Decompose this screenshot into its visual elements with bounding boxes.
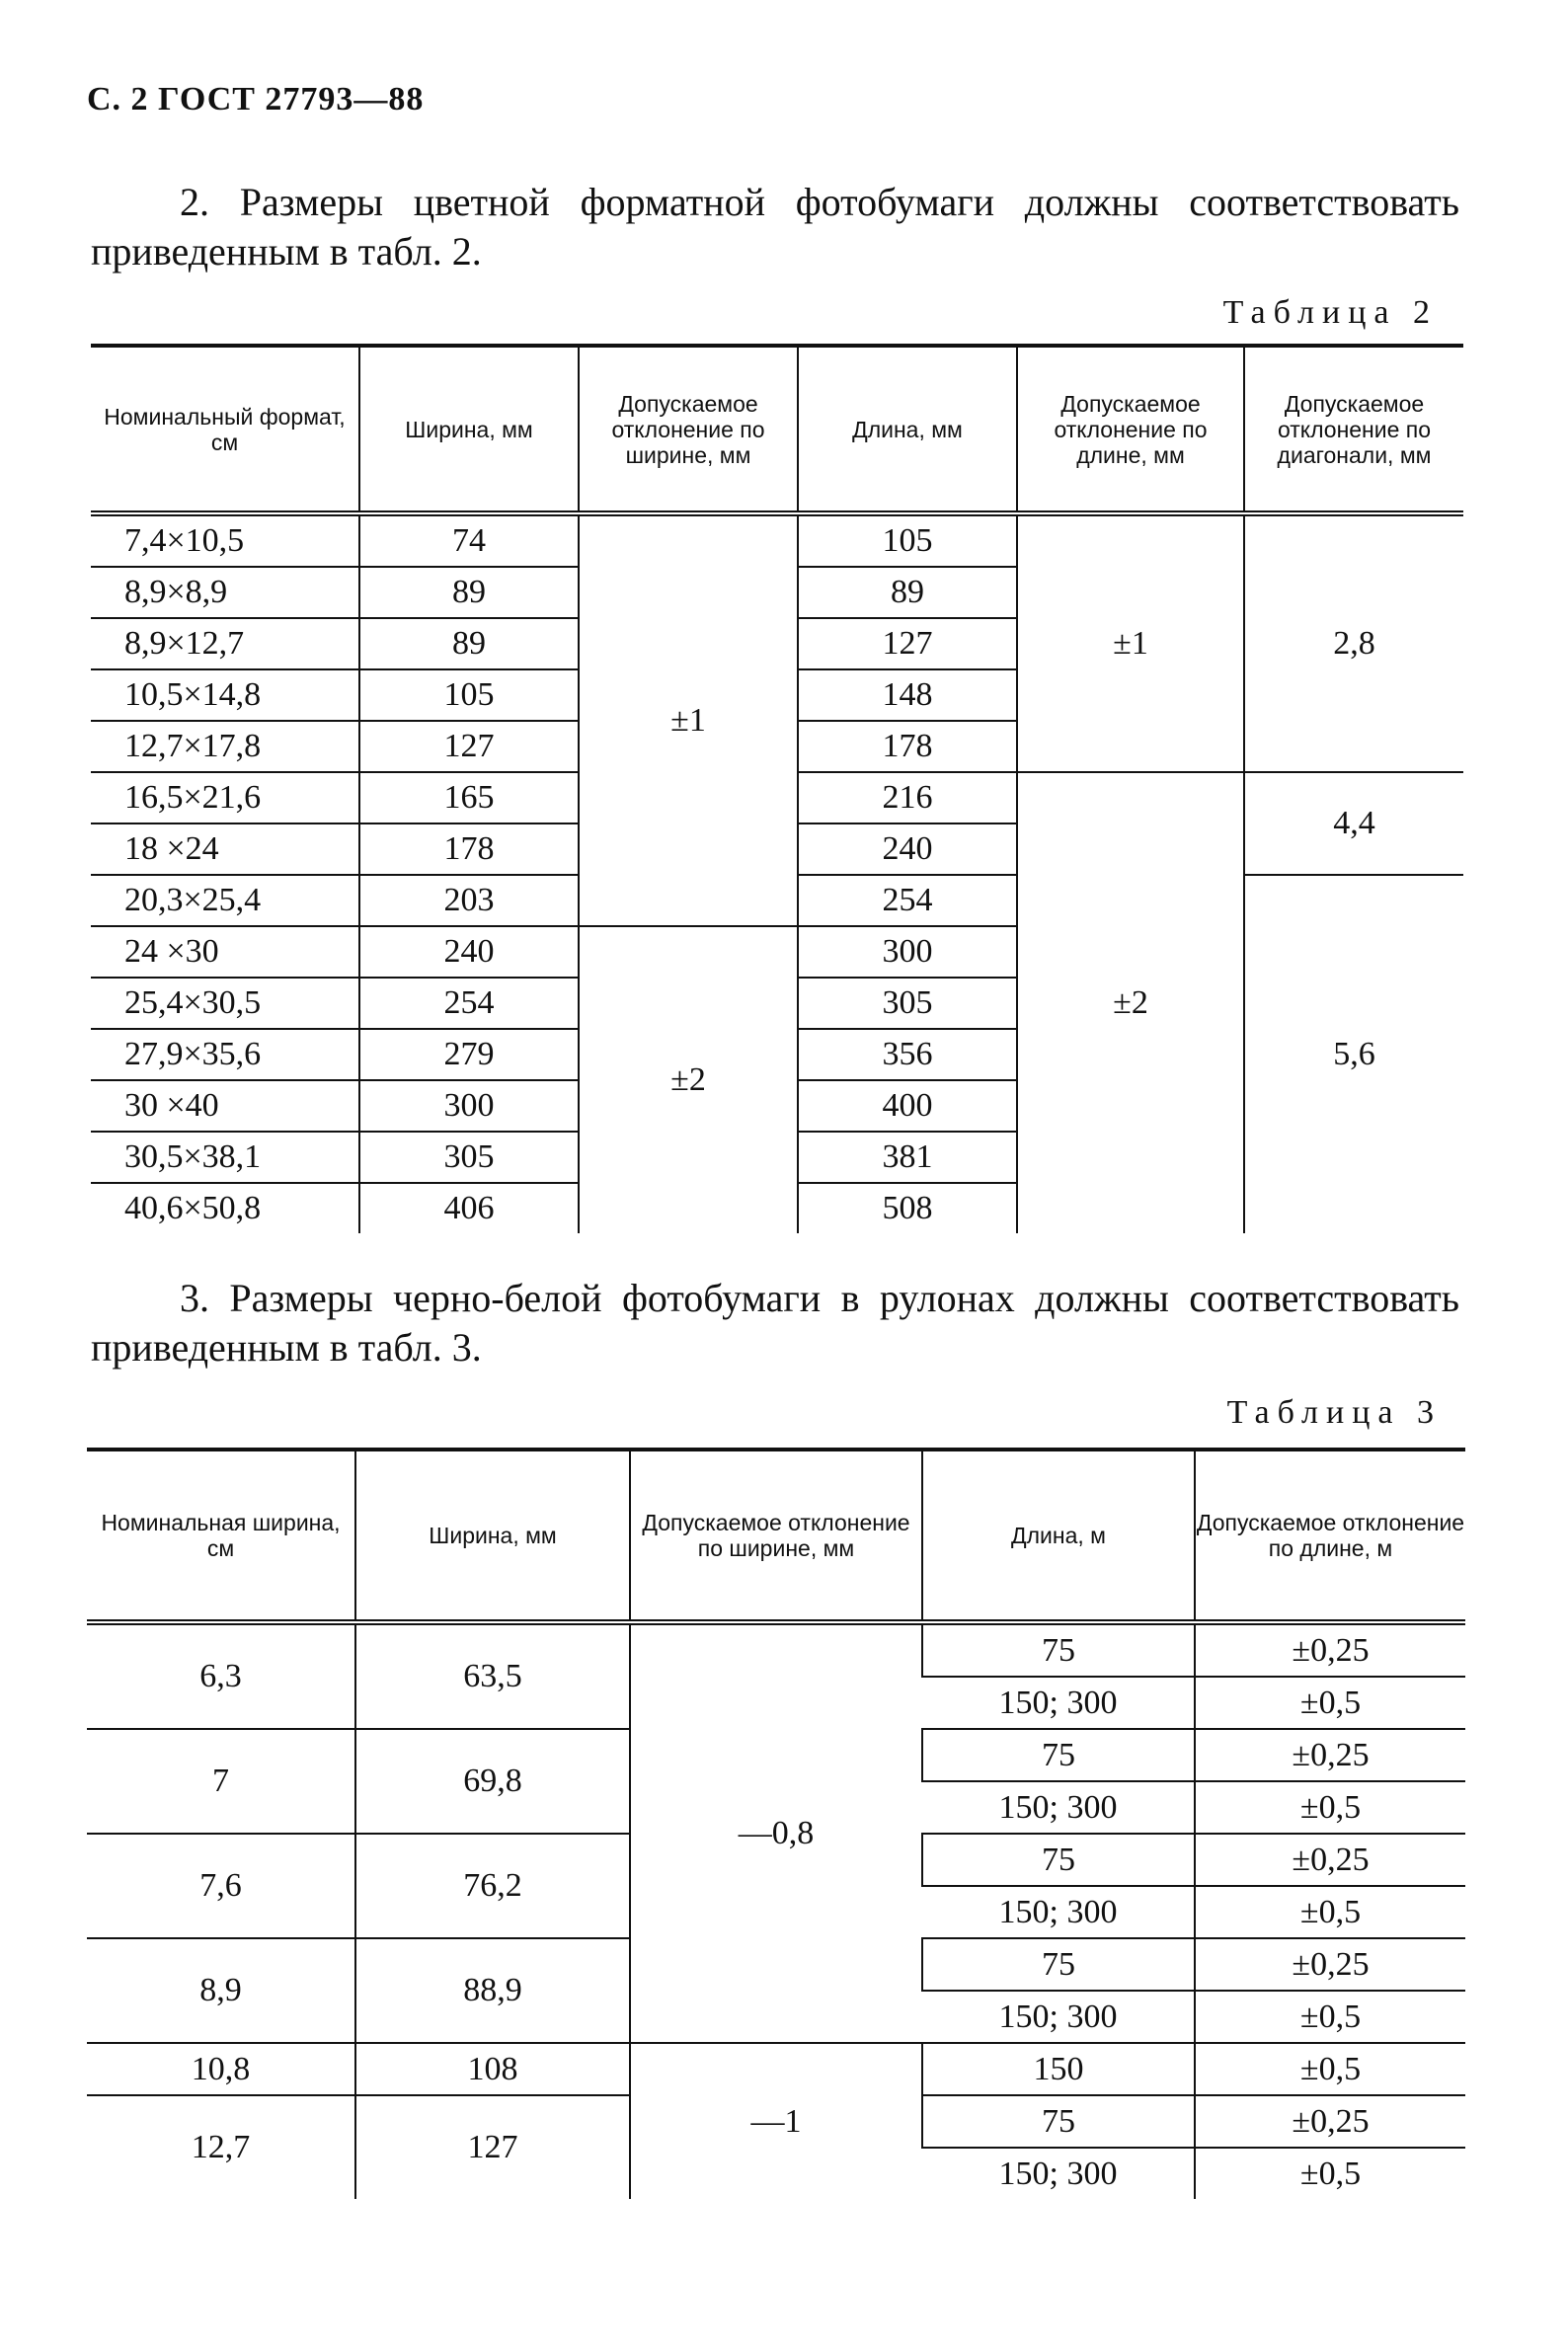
nominal-width-cell: 7,6 [87, 1834, 355, 1938]
length-deviation-cell: ±0,5 [1195, 1781, 1465, 1834]
length-deviation-cell: ±0,5 [1195, 1991, 1465, 2043]
length-cell: 381 [798, 1132, 1017, 1183]
width-cell: 254 [359, 978, 579, 1029]
length-cell: 356 [798, 1029, 1017, 1080]
table-2-header-row [91, 346, 1463, 513]
length-deviation-cell: ±0,25 [1195, 1938, 1465, 1991]
length-cell: 75 [922, 1622, 1195, 1677]
format-cell: 40,6×50,8 [124, 1190, 262, 1226]
width-cell: 127 [355, 2095, 630, 2199]
width-cell: 63,5 [355, 1622, 630, 1729]
table-3 [87, 1448, 1465, 2199]
length-cell: 400 [798, 1080, 1017, 1132]
width-cell: 69,8 [355, 1729, 630, 1834]
table-3-header-row [87, 1450, 1465, 1622]
length-cell: 178 [798, 721, 1017, 772]
length-cell: 75 [922, 1938, 1195, 1991]
width-deviation-cell: ±1 [579, 513, 798, 926]
format-cell: 8,9×8,9 [91, 567, 359, 618]
nominal-width-cell: 8,9 [87, 1938, 355, 2043]
format-cell: 24 ×30 [91, 926, 359, 978]
length-deviation-cell: ±0,25 [1195, 1834, 1465, 1886]
length-cell: 150; 300 [998, 2155, 1118, 2192]
format-cell: 25,4×30,5 [91, 978, 359, 1029]
column-header: Допускаемое отклонение по ширине, мм [579, 346, 798, 513]
diagonal-deviation-cell: 4,4 [1244, 772, 1463, 875]
width-cell: 127 [359, 721, 579, 772]
width-cell: 300 [359, 1080, 579, 1132]
format-cell: 16,5×21,6 [91, 772, 359, 823]
length-deviation-cell: ±0,5 [1195, 2148, 1465, 2199]
length-deviation-cell: ±0,25 [1195, 1622, 1465, 1677]
nominal-width-cell: 12,7 [191, 2129, 251, 2165]
width-cell: 74 [359, 513, 579, 567]
length-cell: 150; 300 [922, 1886, 1195, 1938]
table-2-caption: Таблица 2 [1222, 294, 1438, 331]
section-2-paragraph: 2. Размеры цветной форматной фотобумаги должны соответствовать приведенным в табл. 2. [91, 180, 1459, 274]
column-header: Допускаемое отклонение по ширине, мм [630, 1450, 922, 1622]
column-header: Допускаемое отклонение по длине, мм [1017, 346, 1244, 513]
column-header: Номинальная ширина, см [87, 1450, 355, 1622]
width-deviation-cell: —1 [630, 2043, 922, 2199]
format-cell: 30,5×38,1 [91, 1132, 359, 1183]
width-cell: 279 [359, 1029, 579, 1080]
length-cell: 150 [922, 2043, 1195, 2095]
nominal-width-cell: 10,8 [87, 2043, 355, 2095]
column-header: Допускаемое отклонение по диагонали, мм [1244, 346, 1463, 513]
width-cell: 240 [359, 926, 579, 978]
width-cell: 305 [359, 1132, 579, 1183]
running-head: С. 2 ГОСТ 27793—88 [87, 81, 425, 118]
length-deviation-cell: ±0,25 [1195, 1729, 1465, 1781]
format-cell: 7,4×10,5 [91, 513, 359, 567]
length-cell: 127 [798, 618, 1017, 669]
width-cell: 165 [359, 772, 579, 823]
width-cell: 105 [359, 669, 579, 721]
length-cell: 75 [922, 2095, 1195, 2148]
length-cell: 300 [798, 926, 1017, 978]
diagonal-deviation-cell: 5,6 [1244, 875, 1463, 1233]
length-deviation-cell: ±0,5 [1195, 1886, 1465, 1938]
length-deviation-cell: ±0,5 [1195, 2043, 1465, 2095]
length-deviation-cell: ±0,5 [1195, 1677, 1465, 1729]
length-cell: 240 [798, 823, 1017, 875]
column-header: Ширина, мм [355, 1450, 630, 1622]
length-cell: 150; 300 [922, 1781, 1195, 1834]
length-cell: 305 [798, 978, 1017, 1029]
length-cell: 216 [798, 772, 1017, 823]
width-deviation-cell: ±2 [579, 926, 798, 1233]
length-cell: 148 [798, 669, 1017, 721]
section-3-paragraph: 3. Размеры черно-белой фотобумаги в рулонах должны соответствовать приведенным в табл. 3. [91, 1276, 1459, 1370]
column-header: Допускаемое отклонение по длине, м [1195, 1450, 1465, 1622]
column-header: Номинальный формат, см [91, 346, 359, 513]
format-cell: 20,3×25,4 [91, 875, 359, 926]
width-deviation-cell: —0,8 [630, 1622, 922, 2043]
length-cell: 150; 300 [922, 1991, 1195, 2043]
nominal-width-cell: 6,3 [87, 1622, 355, 1729]
table-row [91, 513, 1463, 567]
format-cell: 10,5×14,8 [91, 669, 359, 721]
width-cell: 89 [359, 567, 579, 618]
length-cell: 75 [922, 1729, 1195, 1781]
format-cell: 27,9×35,6 [91, 1029, 359, 1080]
width-cell: 76,2 [355, 1834, 630, 1938]
column-header: Длина, м [922, 1450, 1195, 1622]
length-deviation-cell: ±2 [1017, 772, 1244, 1233]
length-cell: 150; 300 [922, 1677, 1195, 1729]
nominal-width-cell: 7 [87, 1729, 355, 1834]
table-3-caption: Таблица 3 [1226, 1394, 1442, 1431]
length-cell: 254 [798, 875, 1017, 926]
table-row [87, 1622, 1465, 1677]
format-cell: 8,9×12,7 [91, 618, 359, 669]
column-header: Ширина, мм [359, 346, 579, 513]
table-row [87, 2043, 1465, 2095]
width-cell: 178 [359, 823, 579, 875]
diagonal-deviation-cell: 2,8 [1244, 513, 1463, 772]
width-cell: 88,9 [355, 1938, 630, 2043]
length-cell: 89 [798, 567, 1017, 618]
format-cell: 30 ×40 [91, 1080, 359, 1132]
table-2 [91, 344, 1463, 1233]
length-deviation-cell: ±0,25 [1195, 2095, 1465, 2148]
length-deviation-cell: ±1 [1017, 513, 1244, 772]
column-header: Длина, мм [798, 346, 1017, 513]
width-cell: 89 [359, 618, 579, 669]
format-cell: 18 ×24 [91, 823, 359, 875]
length-cell: 508 [798, 1183, 1017, 1233]
width-cell: 203 [359, 875, 579, 926]
width-cell: 108 [355, 2043, 630, 2095]
length-cell: 75 [922, 1834, 1195, 1886]
format-cell: 12,7×17,8 [91, 721, 359, 772]
length-cell: 105 [798, 513, 1017, 567]
width-cell: 406 [359, 1183, 579, 1233]
